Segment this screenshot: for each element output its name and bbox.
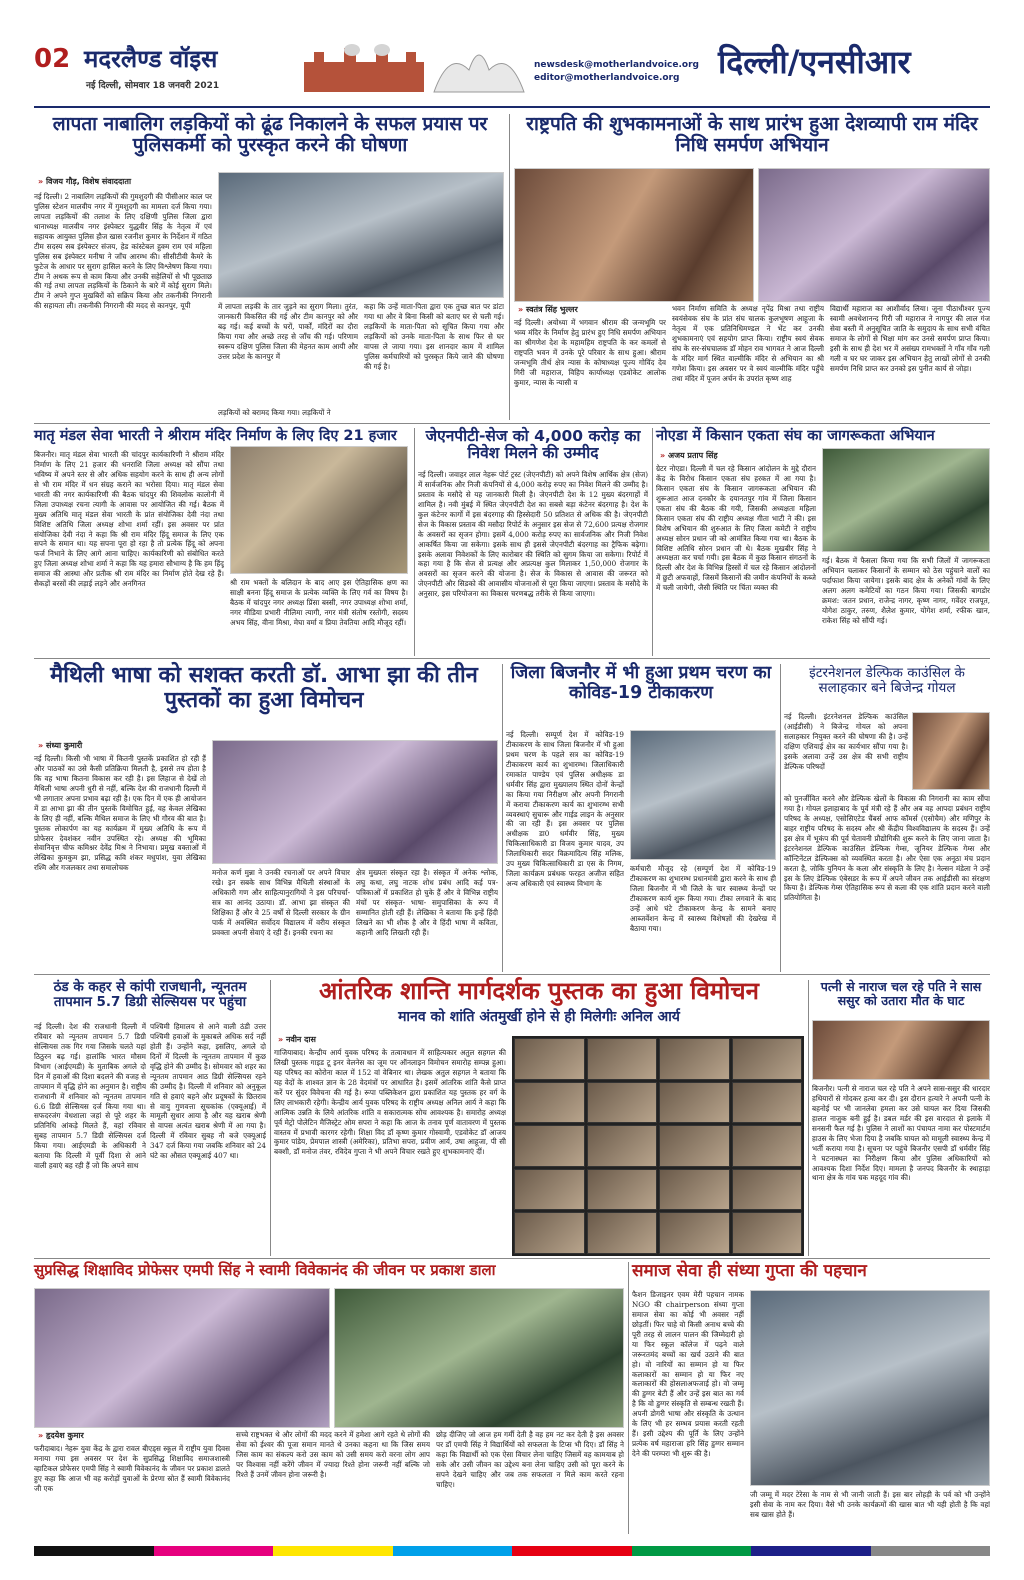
video-tile [659,1038,730,1080]
story5-col1: ग्रेटर नोएडा। दिल्ली में चल रहे किसान आंदोलन के मुद्दे दौरान केंद्र के विरोध किसान एकता संघ हरकत में आ गया है। किसान एकता संघ के किसान जागरूकता अभियान की शुरूआत आज दनकौर के दयानतपुर गांव में जिला किसान एकता संघ की बैठक की गयी, जिसकी अध्यक्षता महिला किसान एकता संघ की राष्ट्रीय अध्यक्ष गीता भाटी ने की। इस विशेष अभियान की शुरुआत के लिए जिला कमेटी ने राष्ट्रीय अध्यक्ष सोरन प्रधान जी को आमंत्रित किया गया था। बैठक के विशिष्ट अतिथि सोरन प्रधान जी थे। बैठक मुखबीर सिंह ने अध्यक्षता कर चर्चा गयी। इस बैठक में कुछ किसान संगठनों के दिल्ली और देश के विभिन्न हिस्सों में चल रहे किसान आंदोलनों में छुटी अफवाहों, जिसमें किसानों की जमीन कंपनियों के कब्जे में चली जायेगी, जैसी स्थिति पर चिंता व्यक्त की [656,464,816,593]
story7-photo [630,730,776,860]
story12-col1: फरीदाबाद। नेहरू युवा केंद्र के द्वारा रावल बीएड्स स्कूल में राष्ट्रीय युवा दिवस मनाया गया इस अवसर पर देश के सुप्रसिद्ध शिक्षाविद समाजशास्त्री व्हाटिकल प्रोफेसर एमपी सिंह ने स्वामी विवेकानंद के जीवन पर प्रकाश डालते हुए कहा कि आज भी वह करोड़ों युवाओं के प्रेरणा स्रोत हैं स्वामी विवेकानंद जी एक [34,1444,230,1493]
row-rule [34,658,990,659]
story4-headline: जेएनपीटी-सेज को 4,000 करोड़ का निवेश मिलने की उम्मीद [425,427,641,463]
story12-headline: सुप्रसिद्ध शिक्षाविद प्रोफेसर एमपी सिंह ने स्वामी विवेकानंद की जीवन पर प्रकाश डाला [34,1261,496,1279]
story2-col2: भवन निर्माण समिति के अध्यक्ष नृपेंद्र मिश्रा तथा राष्ट्रीय स्वयंसेवक संघ के प्रांत संघ चालक कुलभूषण आहूजा के नेतृत्व में एक प्रतिनिधिमण्डल ने भेंट कर उनकी शुभकामनाएं एवं सहयोग प्राप्त किया। राष्ट्रीय स्वयं सेवक संघ के सर-संघचालक डॉ मोहन राव भागवत ने आज दिल्ली के मंदिर मार्ग स्थित वाल्मीकि मंदिर से अभियान का श्री गणेश किया। इस अवसर पर वे स्वयं वाल्मीकि मंदिर पहुँचे तथा मंदिर में पूजन अर्चन के उपरांत कृष्ण शाह [672,304,824,383]
story3-col2: श्री राम भक्तों के बलिदान के बाद आए इस ऐतिहासिक क्षण का साक्षी बनना हिंदू समाज के प्रत्येक व्यक्ति के लिए गर्व का विषय है। बैठक में चांदपुर नगर अध्यक्ष प्रिंसा बस्सी, नगर उपाध्यक्ष शोभा शर्मा, नगर मीडिया प्रभारी नीलिमा त्यागी, नगर मंत्री संतोष रस्तोगी, सदस्य अभय सिंह, वीना मिश्रा, मेघा वर्मा व प्रिया तेवतिया आदि मौजूद रहीं। [230,578,408,627]
video-tile [659,1082,730,1124]
color-swatch [393,1546,513,1556]
divider [270,980,271,1256]
story2-col1: नई दिल्ली। अयोध्या में भगवान श्रीराम की जन्मभूमि पर भव्य मंदिर के निर्माण हेतु प्रारंभ हुए निधि समर्पण अभियान का श्रीगणेश देश के महामहिम राष्ट्रपति के कर कमलों से राष्ट्रपति भवन में उनके पूरे परिवार के साथ हुआ। श्रीराम जन्मभूमि तीर्थ क्षेत्र न्यास के कोषाध्यक्ष पूज्य गोविंद देव गिरी जी महाराज, विहिप कार्याध्यक्ष एडवोकेट आलोक कुमार, न्यास के न्यासी व [514,318,666,387]
divider [502,664,503,972]
divider [628,1262,629,1534]
story12-col3: छोड़ दीजिए जो आज हम गर्मी देती है वह हम नट कर देती है इस अवसर पर डॉ एमपी सिंह ने विद्यार्थियों को सफलता के टिप्स भी दिए। डॉ सिंह ने कहा कि विद्यार्थी को एक ऐसा विचार लेना चाहिए जिसमें वह कामयाब हो सके और उसी जीवन का उद्देश्य बना लेना चाहिए उसी को पूरा करने के सपने देखने चाहिए और जब तक सफलता न मिले काम करते रहना चाहिए। [436,1430,624,1489]
divider [414,428,415,656]
story5-col2: गई। बैठक में फैसला किया गया कि सभी जिलों में जागरूकता अभियान चलाकर किसानों के सम्मान को ठेस पहुंचाने वालों का पर्दाफाश किया जायेगा। इसके बाद क्षेत्र के अनेकों गांवों के लिए अलग अलग कमेटियों का गठन किया गया। जिसकी बागडोर क्रमश: जतन प्रधान, राजेन्द्र नागर, कृष्ण नागर, गवेंदर राजपूत, योगेश ठाकुर, तरुण, शैलेश कुमार, योगेश शर्मा, रफीक खान, राकेश सिंह को सौंपी गई। [822,556,990,625]
story3-col1: बिजनौर। मातृ मंडल सेवा भारती की चांदपुर कार्यकारिणी ने श्रीराम मंदिर निर्माण के लिए 21 हजार की धनराशि जिला अध्यक्ष को सौंपा तथा भविष्य में अपने स्तर से और अधिक सहयोग करने के साथ ही अन्य लोगों से भी राम मंदिर में धन संग्रह कराने का भरोसा दिया। मातृ मंडल सेवा भारती की नगर कार्यकारिणी की बैठक चांदपुर की शिवलोक कालोनी में जिला उपाध्यक्ष रचना त्यागी के आवास पर आयोजित की गई। बैठक में मुख्य अतिथि मातृ मंडल सेवा भारती के प्रांत संयोजिका देवी नंदा तथा विशिष्ट अतिथि जिला अध्यक्ष शोभा शर्मा रहीं। इस अवसर पर प्रांत संयोजिका देवी नंदा ने कहा कि श्री राम मंदिर हिंदू समाज के लिए एक सपने के समान था। यह सपना पूरा हो रहा है तो प्रत्येक हिंदू को अपना फर्ज निभाने के लिए आगे आना चाहिए। कार्यकारिणी को संबोधित करते हुए जिला अध्यक्ष शोभा शर्मा ने कहा कि यह हमारा सौभाग्य है कि हम हिंदू समाज की आस्था और प्रतीक श्री राम मंदिर का निर्माण होते देख रहे हैं। सैकड़ों बरसों की लड़ाई लड़ने और अनगिनत [34,450,224,589]
video-tile [732,1212,803,1254]
story6-col3: क्षेत्र मुख्यतः संस्कृत रहा है। संस्कृत में अनेक श्लोक, लघु कथा, लघु नाटक शोध प्रबंध आदि कई पत्र-पत्रिकाओं में प्रकाशित हो चुके हैं और वे विभिन्न राष्ट्रीय मंचों पर संस्कृत- भाषा- समुपासिका के रूप में सम्मानित होती रही हैं। लेखिका ने बताया कि इन्हें हिंदी लिखने का भी शौक है और वे हिंदी भाषा में कविता, कहानी आदि लिखती रही हैं। [356,868,498,937]
story2-byline: » स्वतंत्र सिंह भुल्लर [518,304,658,315]
story1-col1: नई दिल्ली। 2 नाबालिग लड़कियों की गुमशुदगी की पीसीआर काल पर पुलिस स्टेशन मालवीय नगर में गुमशुदगी का मामला दर्ज किया गया। लापता लड़कियों की तलाश के लिए दक्षिणी पुलिस जिला द्वारा थानाध्यक्ष मालवीय नगर इंस्पेक्टर युद्धवीर सिंह के नेतृत्व में एवं सहायक आयुक्त पुलिस हौज खास रजनीश कुमार के निर्देशन में गठित टीम सदस्य सब इंस्पेक्टर संजय, हेड कांस्टेबल हुक्म राम एवं महिला पुलिस सब इंस्पेक्टर मनीषा ने जाँच आरम्भ की। सीसीटीवी कैमरे के फुटेज के आधार पर सुराग हासिल करने के लिए विश्लेषण किया गया। टीम ने अथक रूप से काम किया और उनकी सहेलियों से भी पूछताछ की गई तथा लापता लड़कियों के ठिकाने के बारे में कोई सुराग मिले। टीम ने अपने गुप्त मुखबिरों को सक्रिय किया और तकनीकी निगरानी की सहायता ली। तकनीकी निगरानी की मदद से कानपुर, यूपी [34,192,212,311]
row-rule [34,974,990,975]
story6-col2: मनोज कर्ण मुन्ना ने उनकी रचनाओं पर अपने विचार रखे। इन सबके साथ विभिन्न मैथिली संस्थाओं के अधिकारी गण और साहित्यानुरागियों ने इस परिचर्चा- सत्र का आनंद उठाया। डॉ. आभा झा संस्कृत की शिक्षिका हैं और वे 25 वर्षों से दिल्ली सरकार के ग्रीन पार्क में अवस्थित सर्वोदय विद्यालय में वरीय संस्कृत प्रवक्ता अपनी सेवाएं दे रही हैं। इनकी रचना का [212,868,350,937]
divider [808,980,809,1256]
story6-headline: मैथिली भाषा को सशक्त करती डॉ. आभा झा की तीन पुस्तकों का हुआ विमोचन [50,663,478,713]
divider [780,664,781,972]
story10-byline: » नवीन दास [278,1034,398,1045]
story5-byline: » अजय प्रताप सिंह [660,450,810,461]
story13-photo [750,1290,990,1486]
video-tile [659,1125,730,1167]
story13-col1: फैशन डिजाइनर एवम मेरी पहचान नामक NGO की chairperson संध्या गुप्ता समाज सेवा का कोई भी अवसर नहीं छोड़तीं। फिर चाहे वो किसी अनाथ बच्चे की पूरी तरह से लालन पालन की जिम्मेदारी हो या फिर स्कूल कॉलेज में पढ़ने वाले जरूरतमंद बच्चों का खर्च उठाने की बात हो। वो नारियों का सम्मान हो या फिर कलाकारों का सम्मान हो या फिर नए कलाकारों की होसलाअफजाई हो। वो जम्मू की डुग्गर बेटी हैं और उन्हें इस बात का गर्व है कि वो डुग्गर संस्कृति से सम्बन्ध रखती हैं। अपनी डोगरी भाषा और संस्कृति के उत्थान के लिए भी हर सम्भव प्रयास करती रहती हैं। इसी उद्देश्य की पूर्ति के लिए उन्होंने प्रत्येक वर्ष महाराजा हरि सिंह डुग्गर सम्मान देने की परम्परा भी शुरू की है। [632,1290,744,1458]
zoom-grid [512,1036,804,1256]
video-tile [659,1169,730,1211]
story9-headline: ठंड के कहर से कांपी राजधानी, न्यूनतम तापमान 5.7 डिग्री सेल्सियस पर पहुंचा [53,979,247,1011]
video-tile [732,1038,803,1080]
story6-photo [212,740,498,864]
story2-col3: विद्यार्थी महाराज का आशीर्वाद लिया। जूना पीठाधीश्वर पूज्य स्वामी अवधेशानन्द गिरी जी महाराज ने नागपुर की लाल गंज सेवा बस्ती में अनुसूचित जाति के समुदाय के साथ सभी वंचित समाज के लोगों से भिक्षा मांग कर उनसे समर्पण प्राप्त किया। इसी के साथ ही देश भर में असंख्य रामभक्तों ने गाँव गाँव गली गली व घर घर जाकर इस अभियान हेतु लाखों लोगों से उनकी समर्पण निधि प्राप्त कर उनको इस पुनीत कार्य से जोड़ा। [830,304,990,373]
video-tile [587,1125,658,1167]
story12-col2: सच्चे राष्ट्रभक्त थे और लोगों की मदद करने में हमेशा आगे रहते थे लोगों की सेवा को ईश्वर की पूजा समान मानते थे उनका कहना था कि जिस समय जिस काम का संकल्प करो उस काम को उसी समय करो वरना लोग आप पर विश्वास नहीं करेंगे जीवन में ज्यादा रिश्ते होना जरूरी नहीं बल्कि जो रिश्ते हैं उनमें जीवन होना जरूरी है। [236,1430,430,1479]
story10-subhead: मानव को शांति अंतमुर्खी होने से ही मिलेगीः अनिल आर्य [398,1009,680,1025]
color-swatch [34,1546,154,1556]
story1-col2b: लड़कियों को बरामद किया गया। लड़कियों ने [218,408,331,417]
masthead-image [284,40,534,96]
story13-headline: समाज सेवा ही संध्या गुप्ता की पहचान [632,1261,867,1281]
story8-photo [912,712,990,790]
story4-body: नई दिल्ली। जवाहर लाल नेहरू पोर्ट ट्रस्ट (जेएनपीटी) को अपने विशेष आर्थिक क्षेत्र (सेज) में सार्वजनिक और निजी कंपनियों से 4,000 करोड़ रुपए का निवेश मिलने की उम्मीद है। प्रस्ताव के मसौदे से यह जानकारी मिली है। जेएनपीटी देश के 12 मुख्य बंदरगाहों में शामिल है। नवी मुंबई में स्थित जेएनपीटी देश का सबसे बड़ा कंटेनर बंदरगाह है। देश के कुल कंटेनर कार्गो में इस बंदरगाह की हिस्सेदारी 50 प्रतिशत से अधिक की है। जेएनपीटी सेज के विकास प्रस्ताव की मसौदा रिपोर्ट के अनुसार इस सेज से 72,600 प्रत्यक्ष रोजगार के अवसरों का सृजन होगा। इसमें 4,000 करोड़ रुपए का सार्वजनिक और निजी निवेश आकर्षित किया जा सकेगा। इसके साथ ही इससे जेएनपीटी बंदरगाह का ट्रैफिक बढ़ेगा। इसके अलावा निवेशकों के लिए कारोबार की स्थिति को सुगम किया जा सकेगा। रिपोर्ट में कहा गया है कि सेज से प्रत्यक्ष और अप्रत्यक्ष कुल मिलाकर 1,50,000 रोजगार के अवसरों का सृजन करने की योजना है। सेज के विकास से आवास की जरूरत को जेएनपीटी और सिडको की आवासीय योजनाओं से पूरा किया जाएगा। प्रस्ताव के मसौदे के अनुसार, इस परियोजना का विकास चरणबद्ध तरीके से किया जाएगा। [418,470,648,599]
story5-headline: नोएडा में किसान एकता संघ का जागरूकता अभियान [656,428,935,444]
divider [509,114,510,420]
story11-body: बिजनौर। पत्नी से नाराज चल रहे पति ने अपने सास-ससुर की धारदार हथियारों से गोदकर हत्या कर दी। इस दौरान हत्यारे ने अपनी पत्नी के बहनोई पर भी जानलेवा हमला कर उसे घायल कर दिया जिसकी हालत नाजुक बनी हुई है। डबल मर्डर की इस वारदात से इलाके में सनसनी फैल गई है। पुलिस ने लाशों का पंचायत नामा कर पोस्टमार्टम हाउस के लिए भेजा दिया है जबकि घायल को मामूली स्वास्थ्य केन्द्र में भर्ती कराया गया है। सूचना पर पहुंचे बिजनौर एसपी डॉ धर्मवीर सिंह ने घटनास्थल का निरीक्षण किया और पुलिस अधिकारियों को आवश्यक दिशा निर्देश दिए। मामला है जनपद बिजनौर के स्थाहाड़ा थाना क्षेत्र के गांव चक महदूद गांव की। [812,1084,990,1183]
story9-col1: नई दिल्ली। देश की राजधानी दिल्ली में रविवार को न्यूनतम तापमान 5.7 डिग्री सेल्सियस तक गिर गया जिसके चलते यहां ठिठुरन बढ़ गई। हालांकि भारत मौसम विभाग (आईएमडी) के मुताबिक अगले दो दिन में हवाओं की दिशा बदलने की वजह से तापमान में वृद्धि होने का अनुमान है। राष्ट्रीय राजधानी में शनिवार को न्यूनतम तापमान 6.6 डिग्री सेल्सियस दर्ज किया गया था। सफदरजंग वेधशाला जहां से पूरे शहर के प्रतिनिधि आंकड़े मिलते हैं, वहां रविवार सुबह तापमान 5.7 डिग्री सेल्सियस दर्ज किया गया। आईएमडी के अधिकारी ने बताया कि दिल्ली में पूर्वी दिशा से आने वाली हवाएं बह रही हैं जो कि अपने साथ [34,1022,146,1171]
story12-photo2 [334,1288,624,1428]
story1-photo [218,172,504,298]
video-tile [587,1082,658,1124]
story8-headline: इंटरनेशनल डेल्फिक काउंसिल के सलाहकार बने बिजेन्द्र गोयल [809,665,965,697]
story1-col2: में लापता लड़की के तार जुड़ने का सुराग मिला। तुरंत, जानकारी विकसित की गई और टीम कानपुर को और बढ़ गई। कई बच्चों के घरों, पार्कों, मंदिरों का दौरा किया गया और अच्छे तरह से जाँच की गई। परिणाम स्वरूप दक्षिण पुलिस जिला की मेहनत काम आयी और उत्तर प्रदेश के कानपुर में [218,302,358,361]
story7-headline: जिला बिजनौर में भी हुआ प्रथम चरण का कोविड-19 टीकाकरण [510,663,772,703]
story9-col2: पश्चिमी हिमालय से आने वाली ठंडी उत्तर पश्चिमी हवाओं के मुकाबले अधिक सर्द नहीं होती हैं। उन्होंने कहा, इसलिए, अगले दो दिनों में दिल्ली के न्यूनतम तापमान में कुछ वृद्धि होने की उम्मीद है। सोमवार को शहर का न्यूनतम तापमान आठ डिग्री सेल्सियस रहने की उम्मीद है। दिल्ली में शनिवार को अनुकूल गति से हवाएं बहने और प्रदूषकों के छितराव से वायु गुणवत्ता सूचकांक (एक्यूआई) में मामूली सुधार आया है और यह खराब श्रेणी से वापस अत्यंत खराब श्रेणी में आ गया है। दिल्ली में रविवार सुबह नौ बजे एक्यूआई 347 दर्ज किया गया जबकि शनिवार को 24 घंटे का औसत एक्यूआई 407 था। [150,1022,266,1161]
page-number: 02 [34,44,71,74]
story7-col1: नई दिल्ली। सम्पूर्ण देश में कोविड-19 टीकाकरण के साथ जिला बिजनौर में भी हुआ प्रथम चरण के पहले सत्र का कोविड-19 टीकाकरण कार्य का शुभारम्भ। जिलाधिकारी रमाकांत पाण्डेय एवं पुलिस अधीक्षक डा धर्मवीर सिंह द्वारा मुख्यालय स्थित दोनों केन्द्रों का किया गया निरीक्षण और अपनी निगरानी में कराया टीकाकरण कार्य का शुभारम्भ सभी व्यवस्थाएं सुचारू और गाईड लाइन के अनुसार की जा रही हैं। इस अवसर पर पुलिस अधीक्षक डा0 धर्मवीर सिंह, मुख्य चिकित्साधिकारी डा विजय कुमार यादव, उप जिलाधिकारी सदर विक्रमादित्य सिंह मलिक, उप मुख्य चिकित्साधिकारी डा एस के निगम, जिला कार्यक्रम प्रबंधक फरहत अजीज सहित अन्य अधिकारी एवं स्वास्थ्य विभाग के [506,730,624,889]
story7-col2: कर्मचारी मौजूद रहे (सम्पूर्ण देश में कोविड-19 टीकाकरण का शुभारम्भ प्रधानमंत्री द्वारा करने के साथ ही जिला बिजनौर में भी जिले के चार स्वास्थ्य केन्द्रों पर टीकाकरण कार्य शुरू किया गया। टीका लगवाने के बाद उन्हें आधे घंटे टीकाकरण केन्द्र के सामने बनाए आब्जर्वेशन केन्द्र में स्वास्थ्य विशेषज्ञों की देखरेख में बैठाया गया। [630,864,776,933]
video-tile [514,1082,585,1124]
story12-photo1 [34,1288,330,1428]
story3-photo [230,446,408,574]
story1-byline: » विजय गौड़, विशेष संवाददाता [38,176,228,187]
story11-headline: पत्नी से नाराज चल रहे पति ने सास ससुर को उतारा मौत के घाट [820,979,982,1008]
story10-body: गाजियाबाद। केन्द्रीय आर्य युवक परिषद के तत्वावधान में साहित्यकार अतुल सहगल की लिखी पुस्तक गाइड टू इनर वेलनेस का जूम पर ऑनलाइन विमोचन समारोह सम्पन्न हुआ। यह परिषद का कोरोना काल में 152 वां वेबिनार था। लेखक अतुल सहगल ने बताया कि यह वेदों के शाश्वत ज्ञान के 28 वेदमंत्रों पर आधारित है। इसमें आंतरिक शांति कैसे प्राप्त करें पर सुंदर विवेचना की गई है। रूपा पब्लिकेशन द्वारा प्रकाशित यह पुस्तक हर वर्ग के लिए लाभकारी रहेगी। केन्द्रीय आर्य युवक परिषद के राष्ट्रीय अध्यक्ष अनिल आर्य ने कहा कि आत्मिक उन्नति के लिये आंतरिक शांति व सकारात्मक सोच आवश्यक है। समारोह अध्यक्ष पूर्व मेट्रो पोलेटिन मैजिस्ट्रेट ओम सपरा ने कहा कि आज के तनाव पूर्ण वातावरण में पुस्तक वास्तव में प्रभावी कारगर रहेगी। शिक्षा विद डॉ कृष्ण कुमार गोस्वामी, एडवोकेट डॉ आजय कुमार पांडेय, प्रेमपाल शास्त्री (अमेरिका), प्रतिभा सपरा, प्रवीण आर्य, उषा आहूजा, पी सी बक्शी, डॉ मनोज तंवर, रविदेव गुप्ता ने भी अपने विचार रखते हुए शुभकामनाएं दीं। [274,1048,506,1157]
video-tile [587,1212,658,1254]
story6-byline: » संध्या कुमारी [38,740,188,751]
story1-headline: लापता नाबालिग लड़कियों को ढूंढ निकालने के सफल प्रयास पर पुलिसकर्मी को पुरस्कृत करने की घोषणा [52,113,488,157]
video-tile [514,1038,585,1080]
masthead-rule [34,106,990,108]
story2-headline: राष्ट्रपति की शुभकामनाओं के साथ प्रारंभ हुआ देशव्यापी राम मंदिर निधि समर्पण अभियान [526,113,978,157]
dateline: नई दिल्ली, सोमवार 18 जनवरी 2021 [86,81,220,91]
email-editor[interactable]: editor@motherlandvoice.org [534,73,680,83]
story2-photo1 [514,168,754,302]
email-newsdesk[interactable]: newsdesk@motherlandvoice.org [534,60,699,70]
color-swatch [273,1546,393,1556]
video-tile [732,1082,803,1124]
paper-name: मदरलैण्ड वॉइस [84,45,218,73]
monuments-icon [284,40,534,96]
video-tile [732,1125,803,1167]
story11-photo [812,1020,990,1080]
story1-col3: कहा कि उन्हें माता-पिता द्वारा एक तुच्छ बात पर डांटा गया था और वे बिना किसी को बताए घर से चली गई। लड़कियों के माता-पिता को सूचित किया गया और लड़कियों को उनके माता-पिता के साथ फिर से घर वापस ले जाया गया। इस शानदार काम में शामिल पुलिस कर्मचारियों को पुरस्कृत किये जाने की घोषणा की गई है। [364,302,504,371]
color-swatch [871,1546,991,1556]
video-tile [587,1169,658,1211]
video-tile [659,1212,730,1254]
video-tile [587,1038,658,1080]
story5-photo [822,448,990,552]
story12-byline: » हृदयेश कुमार [38,1430,178,1441]
video-tile [514,1125,585,1167]
print-color-bar [34,1546,990,1556]
story8-col2: को पुनर्जीवित करने और डेल्फिक खेलों के विकास की निगरानी का काम सौंपा गया है। गोयल इलाहाबाद के पूर्व मंत्री रहे हैं और अब वह आपदा प्रबंधन राष्ट्रीय परिषद के अध्यक्ष, एसोसिएटेड चैंबर्स आफ कॉमर्स (एसोचैम) और मणिपुर के बाहर राष्ट्रीय परिषद के सदस्य और श्री केंद्रीय विश्वविद्यालय के सदस्य हैं। उन्हें इस क्षेत्र में भूकंप की पूर्व चेतावनी प्रौद्योगिकी शुरू करने के लिए जाना जाता है। इंटरनेशनल डेल्फिक काउंसिल डेल्फिक गेम्स, जूनियर डेल्फिक गेम्स और कॉन्टिनेंटल डेल्फिक्स को व्यवस्थित करता है। और ऐसा एक अनूठा मंच प्रदान करता है, जोकि युनियन के कला और संस्कृति के लिए है। नेल्सन मंडेला ने उन्हें इस के लिए डेल्फिक एंबेसडर के रूप में अपने जीवन तक आईडीसी का संरक्षण किया है। डेल्फिक गेम्स ऐतिहासिक रूप से कला की एक शांति प्रदान करने वाली प्रतियोगिता है। [784,794,990,903]
story6-col1: नई दिल्ली। किसी भी भाषा में कितनी पुस्तकें प्रकाशित हो रही हैं और पाठकों का उसे कैसी प्रतिक्रिया मिलती है, इससे तय होता है कि वह भाषा कितना विकास कर रही है। इस लिहाज से देखें तो मैथिली भाषा अपनी धुरी से नहीं, बल्कि देश की राजधानी दिल्ली में भी लगातार अपना प्रभाव बढ़ा रही है। एक दिन में एक ही आयोजन में डा आभा झा की तीन पुस्तकें विमोचित हुई, वह केवल लेखिका के लिए ही नहीं, बल्कि मैथिल समाज के लिए भी गौरव की बात है। पुस्तक लोकार्पण का यह कार्यक्रम में मुख्य अतिथि के रूप में प्रोफेसर देवशंकर नवीन उपस्थित रहे। अध्यक्ष की भूमिका सेवानिवृत्त चीफ कमिश्नर देवेंद्र मिश्र ने निभाया। प्रमुख वक्ताओं में लेखिका कुमकुम झा, प्रसिद्ध कवि शंकर मधुपांश, युवा लेखिका रश्मि और गजलकार तथा समालोचक [34,754,206,873]
story10-headline: आंतरिक शान्ति मार्गदर्शक पुस्तक का हुआ विमोचन [319,977,759,1005]
divider [652,428,653,656]
section-title: दिल्ली/एनसीआर [718,43,911,81]
color-swatch [751,1546,871,1556]
video-tile [732,1169,803,1211]
story2-photo2 [758,168,990,302]
row-rule [34,1258,990,1259]
story3-headline: मातृ मंडल सेवा भारती ने श्रीराम मंदिर निर्माण के लिए दिए 21 हजार [34,428,397,444]
color-swatch [154,1546,274,1556]
story13-col2: जी जम्मू में मदर टेरेसा के नाम से भी जानी जाती हैं। इस बार लोहड़ी के पर्व को भी उन्होंने इसी सेवा के नाम कर दिया। वैसे भी उनके कार्यक्रमों की खास बात भी यही होती है कि वहां सब खास होते हैं। [750,1490,990,1519]
story8-col1: नई दिल्ली। इंटरनेशनल डेल्फिक काउंसिल (आईडीसी) ने बिजेन्द्र गोयल को अपना सलाहकार नियुक्त करने की घोषणा की है। उन्हें दक्षिण एशियाई क्षेत्र का कार्यभार सौंपा गया है। इसके अलावा उन्हें उस क्षेत्र की सभी राष्ट्रीय डेल्फिक परिषदों [784,712,908,771]
row-rule [34,423,990,424]
color-swatch [632,1546,752,1556]
video-tile [514,1169,585,1211]
masthead [34,40,990,104]
video-tile [514,1212,585,1254]
color-swatch [512,1546,632,1556]
